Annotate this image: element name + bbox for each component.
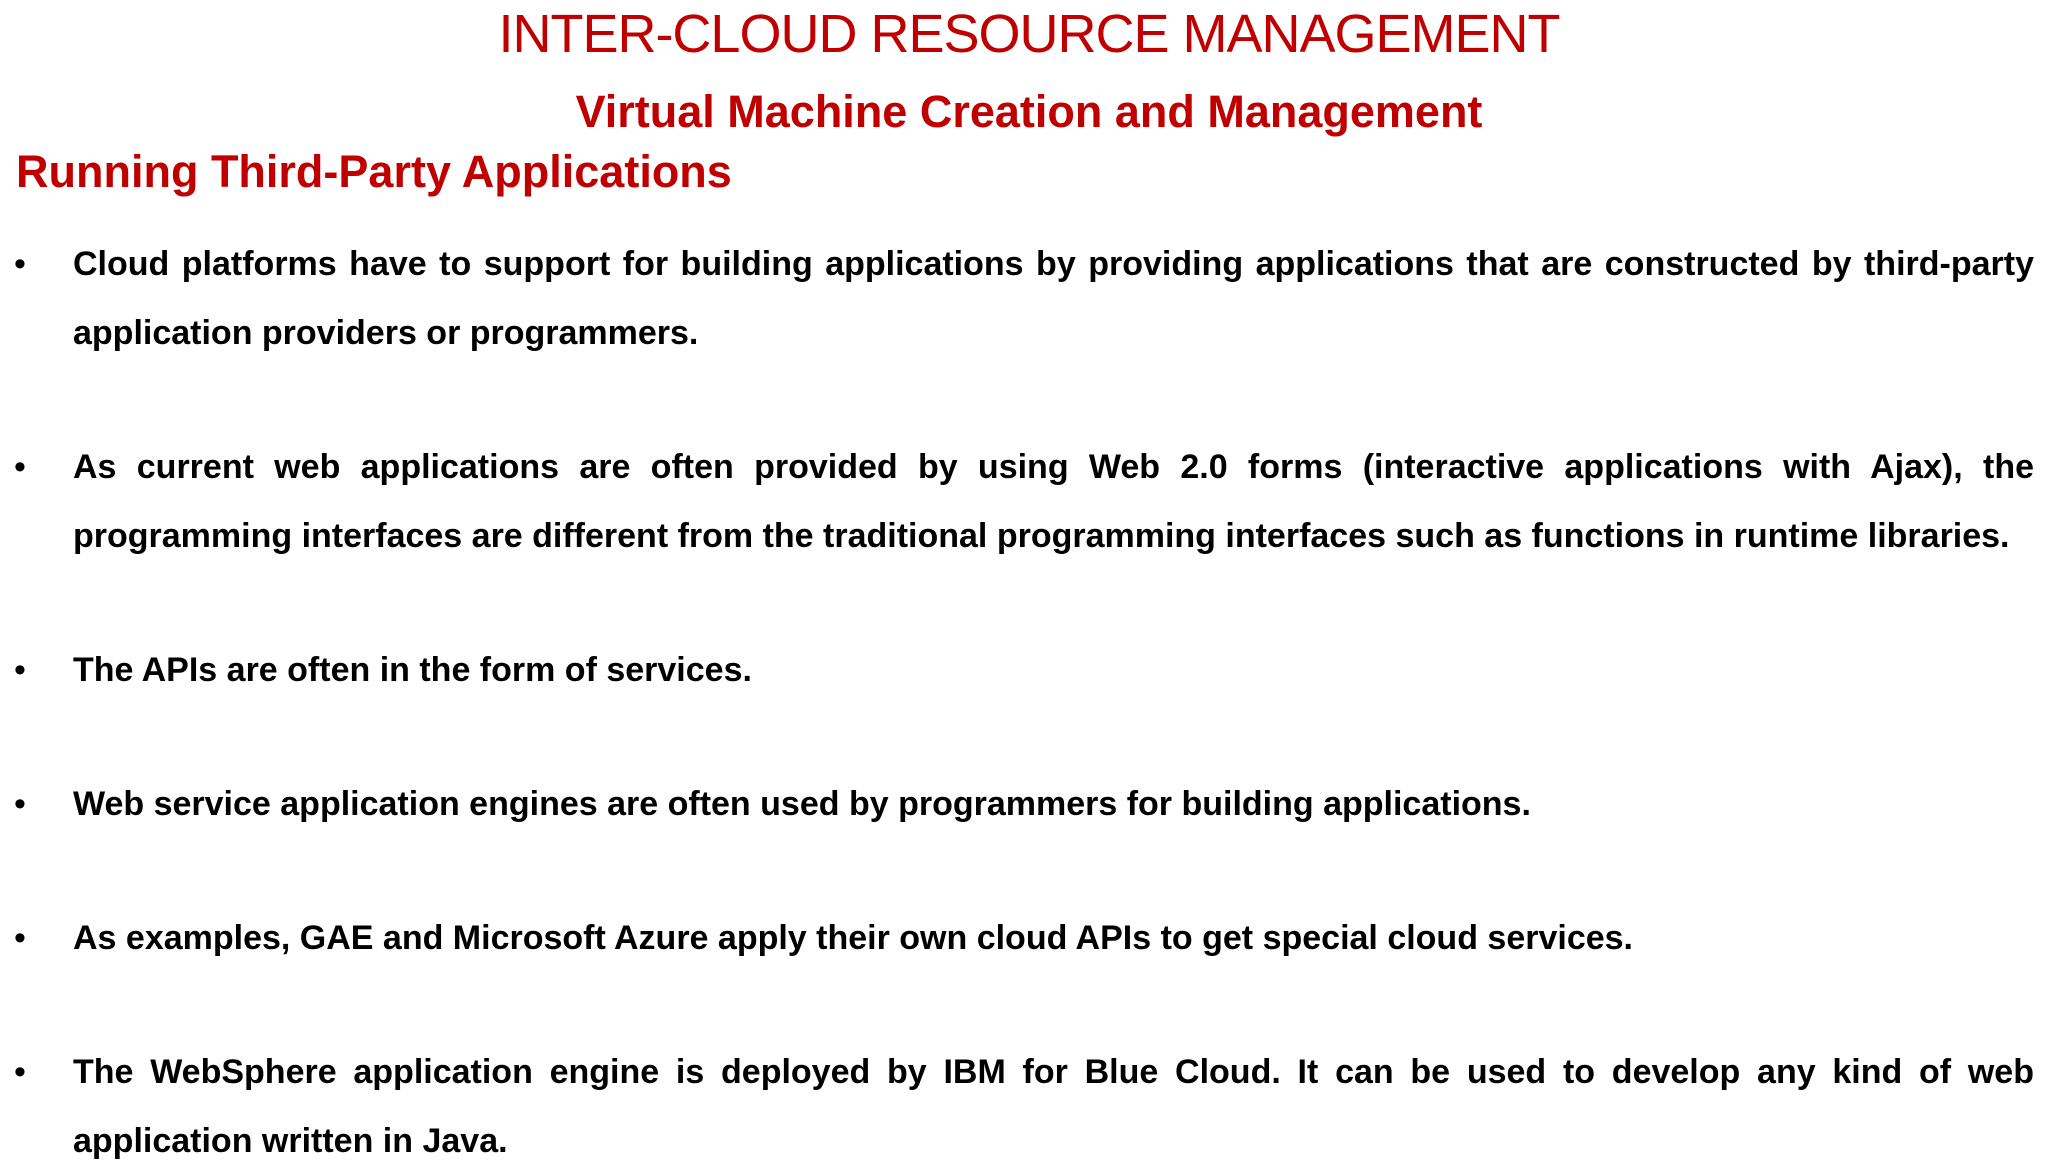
- bullet-dot: •: [14, 919, 26, 957]
- slide-subtitle: Virtual Machine Creation and Management: [575, 86, 1483, 137]
- bullet-dot: •: [14, 448, 26, 486]
- bullet-dot: •: [14, 1053, 26, 1091]
- bullet-dot: •: [14, 651, 26, 689]
- bullet-text: The APIs are often in the form of services.: [73, 651, 752, 689]
- slide-title: INTER-CLOUD RESOURCE MANAGEMENT: [498, 4, 1560, 64]
- section-heading: Running Third-Party Applications: [16, 146, 732, 197]
- bullet-text: As current web applications are often provided by using Web 2.0 forms (interactive applications with Ajax), the programming interfaces are different from the traditional programming interfaces such as functions in runtime libraries.: [73, 448, 2034, 555]
- bullet-text: Web service application engines are often used by programmers for building applications.: [73, 785, 1531, 823]
- bullet-text: As examples, GAE and Microsoft Azure apply their own cloud APIs to get special cloud services.: [73, 919, 1633, 957]
- bullet-dot: •: [14, 245, 26, 283]
- bullet-text: The WebSphere application engine is deployed by IBM for Blue Cloud. It can be used to develop any kind of web application written in Java.: [73, 1053, 2034, 1160]
- bullet-dot: •: [14, 785, 26, 823]
- bullet-text: Cloud platforms have to support for building applications by providing applications that are constructed by third-party application providers or programmers.: [73, 245, 2034, 352]
